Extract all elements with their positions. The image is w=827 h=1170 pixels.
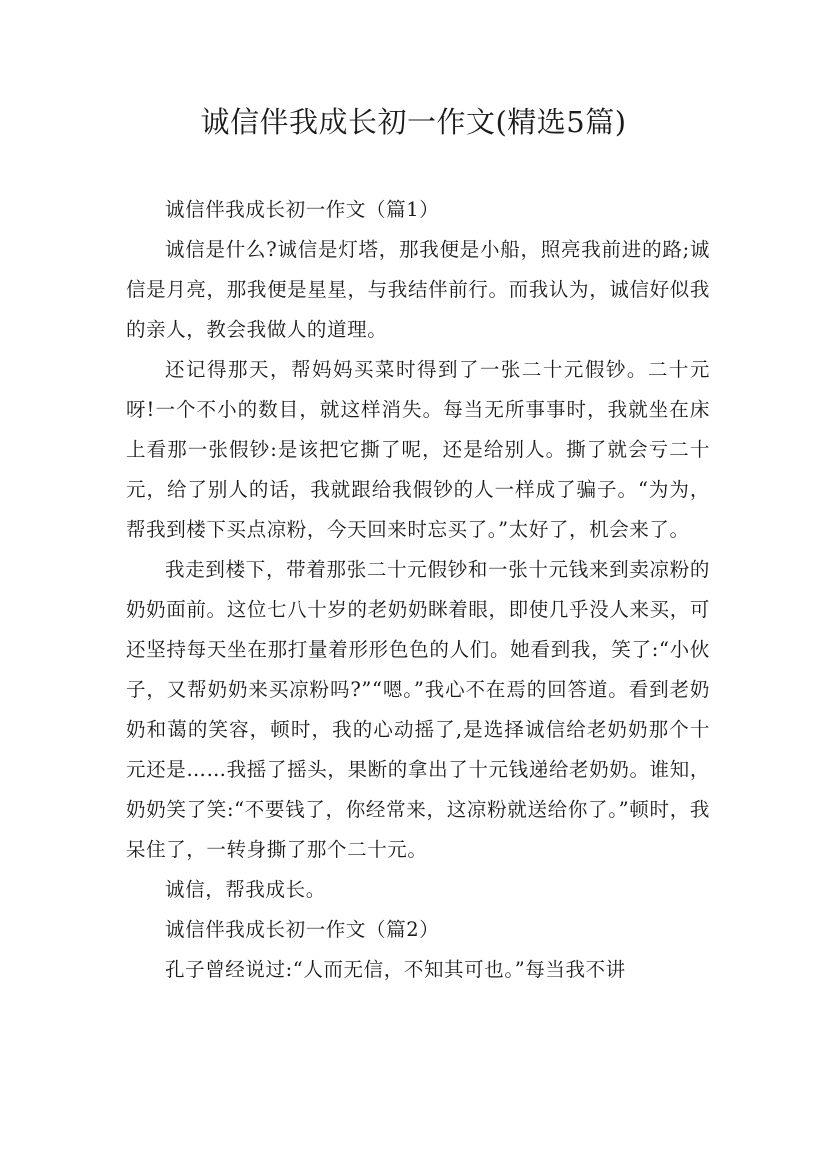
section-heading: 诚信伴我成长初一作文（篇2） (165, 918, 440, 941)
paragraph: 还记得那天，帮妈妈买菜时得到了一张二十元假钞。二十元呀!一个不小的数目，就这样消失。每当无所事事时，我就坐在床上看那一张假钞:是该把它撕了呢，还是给别人。撕了就会亏二十元，给了别人的话，我就跟给我假钞的人一样成了骗子。“为为，帮我到楼下买点凉粉，今天回来时忘买了。”太好了，机会来了。 (126, 358, 710, 541)
paragraph: 诚信，帮我成长。 (165, 878, 326, 901)
paragraph: 孔子曾经说过:“人而无信，不知其可也。”每当我不讲 (165, 958, 626, 981)
document-body (126, 190, 710, 990)
section-heading: 诚信伴我成长初一作文（篇1） (165, 198, 440, 221)
page-title: 诚信伴我成长初一作文(精选5篇) (200, 105, 627, 139)
paragraph: 我走到楼下，带着那张二十元假钞和一张十元钱来到卖凉粉的奶奶面前。这位七八十岁的老奶奶眯着眼，即使几乎没人来买，可还坚持每天坐在那打量着形形色色的人们。她看到我，笑了:“小伙子，又帮奶奶来买凉粉吗?”“嗯。”我心不在焉的回答道。看到老奶奶和蔼的笑容，顿时，我的心动摇了,是选择诚信给老奶奶那个十元还是……我摇了摇头，果断的拿出了十元钱递给老奶奶。谁知，奶奶笑了笑:“不要钱了，你经常来，这凉粉就送给你了。”顿时，我呆住了，一转身撕了那个二十元。 (126, 558, 710, 861)
paragraph: 诚信是什么?诚信是灯塔，那我便是小船，照亮我前进的路;诚信是月亮，那我便是星星，与我结伴前行。而我认为，诚信好似我的亲人，教会我做人的道理。 (126, 238, 710, 341)
